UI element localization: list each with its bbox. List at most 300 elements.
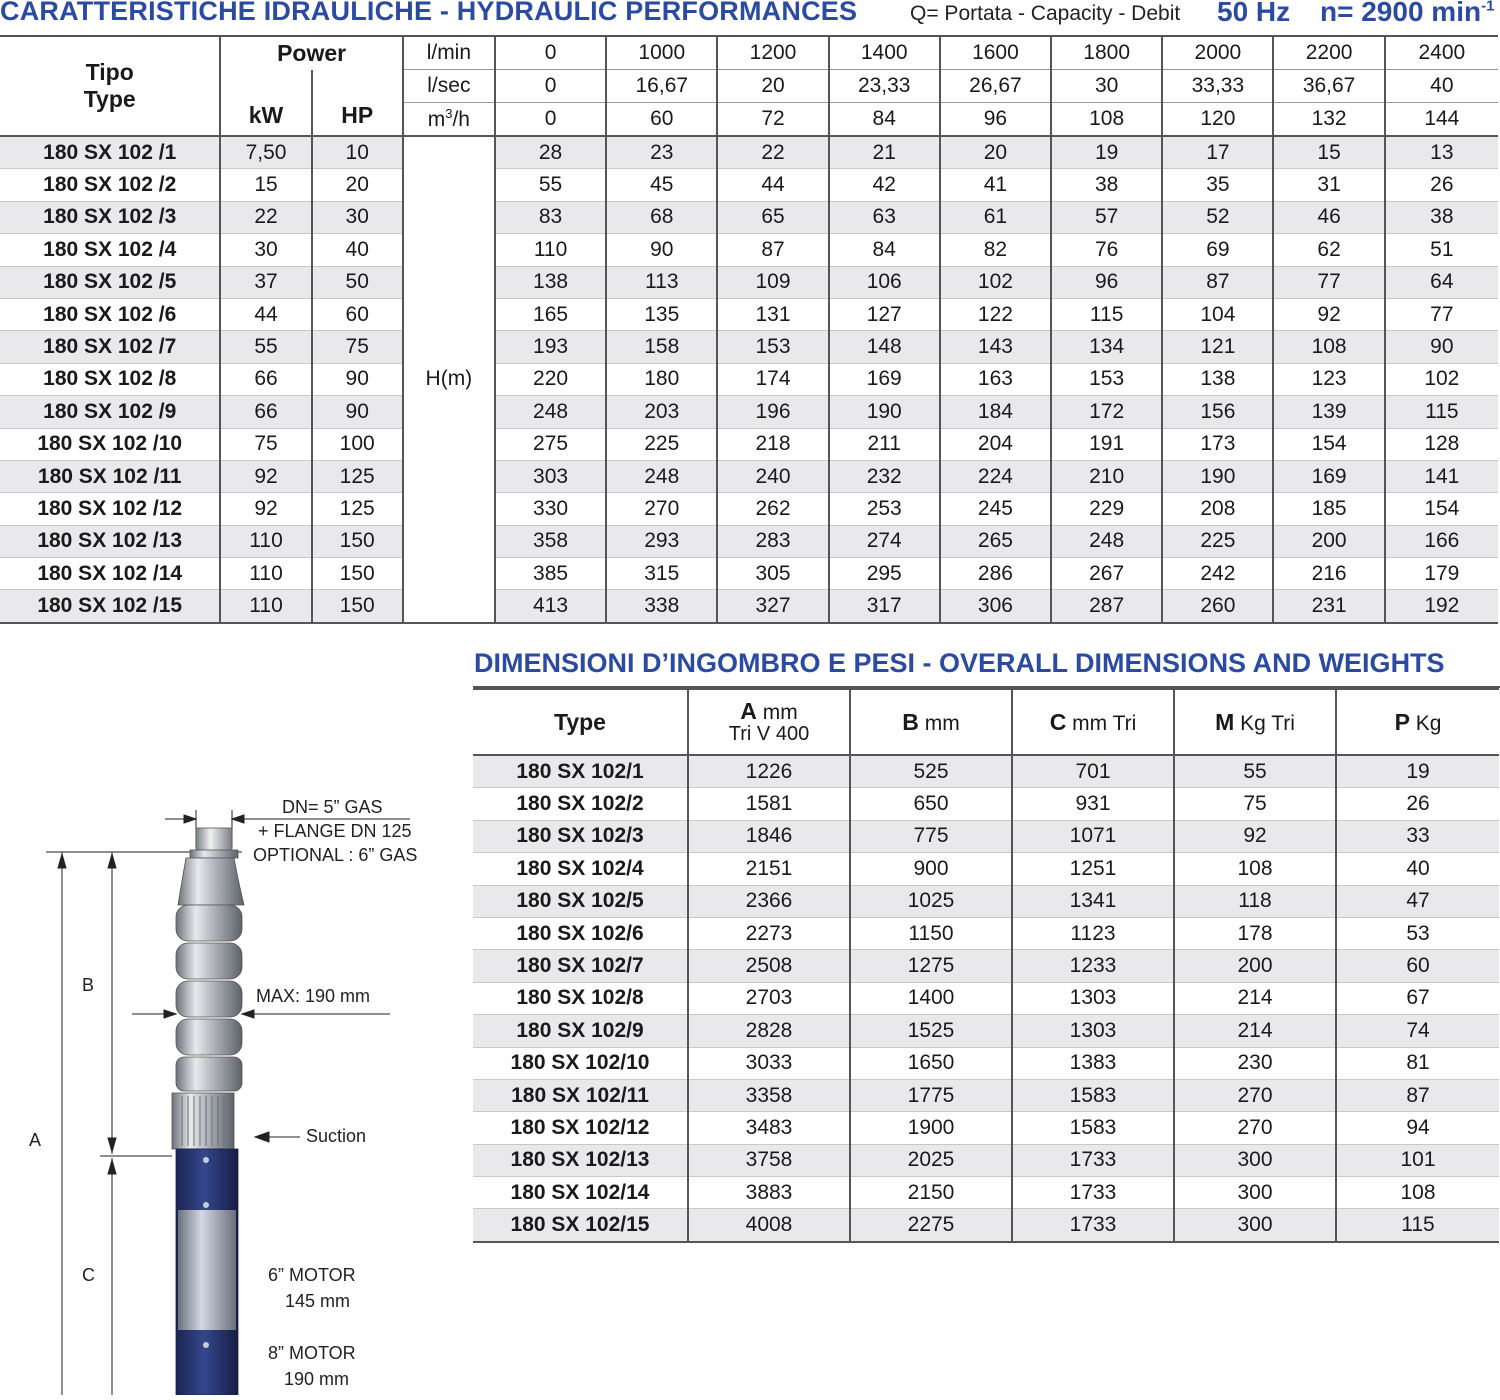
pump-type-cell: 180 SX 102 /6 [0,298,220,330]
dim-a-cell: 2508 [688,950,850,982]
head-value-cell: 31 [1273,169,1384,201]
flow-m3h-cell: 132 [1273,103,1384,137]
pump-type-cell: 180 SX 102 /11 [0,460,220,492]
dimensions-row [473,1144,1499,1176]
max-diameter-label: MAX: 190 mm [256,986,371,1006]
dim-b-cell: 2275 [850,1209,1012,1242]
kw-cell: 44 [220,298,311,330]
dim-m-cell: 178 [1174,917,1336,949]
hydraulic-row [0,266,1498,298]
kw-cell: 30 [220,234,311,266]
dim-a-cell: 3358 [688,1079,850,1111]
dn-label-line1: DN= 5” GAS [282,797,383,817]
hp-cell: 150 [312,590,403,623]
kw-cell: 7,50 [220,136,311,169]
unit-m3h-sup: 3 [445,106,453,121]
dim-a-cell: 3483 [688,1112,850,1144]
head-value-cell: 192 [1385,590,1498,623]
dim-p-cell: 87 [1336,1079,1499,1111]
pump-type-cell: 180 SX 102 /7 [0,331,220,363]
flow-lmin-cell: 2400 [1385,36,1498,70]
hp-cell: 100 [312,428,403,460]
head-value-cell: 283 [717,525,828,557]
head-value-cell: 191 [1051,428,1162,460]
dimensions-row [473,950,1499,982]
head-value-cell: 180 [606,363,717,395]
kw-cell: 37 [220,266,311,298]
dim-m-cell: 300 [1174,1144,1336,1176]
dim-c-cell: 1733 [1012,1144,1174,1176]
hydraulic-title: CARATTERISTICHE IDRAULICHE - HYDRAULIC PERFORMANCES [0,0,858,26]
head-value-cell: 35 [1162,169,1273,201]
type-header-en: Type [83,86,136,112]
head-value-cell: 240 [717,460,828,492]
dim-c-cell: 1341 [1012,885,1174,917]
head-value-cell: 106 [829,266,940,298]
dim-p-cell: 60 [1336,950,1499,982]
dim-m-cell: 300 [1174,1177,1336,1209]
head-value-cell: 200 [1273,525,1384,557]
head-value-cell: 62 [1273,234,1384,266]
dim-c-cell: 931 [1012,788,1174,820]
kw-cell: 15 [220,169,311,201]
dimensions-row [473,1112,1499,1144]
dim-a-cell: 1226 [688,755,850,788]
kw-cell: 66 [220,396,311,428]
hp-cell: 125 [312,493,403,525]
hp-cell: 90 [312,396,403,428]
dim-p-cell: 40 [1336,853,1499,885]
hydraulic-row [0,331,1498,363]
dim-b-cell: 1400 [850,982,1012,1014]
type-header [0,36,220,136]
header-bar [0,0,1500,34]
dim-type-cell: 180 SX 102/13 [473,1144,688,1176]
hp-cell: 60 [312,298,403,330]
flow-lsec-cell: 0 [495,70,606,103]
head-value-cell: 77 [1273,266,1384,298]
dim-a-cell: 3033 [688,1047,850,1079]
dimensions-row [473,1177,1499,1209]
dim-m-cell: 200 [1174,950,1336,982]
hydraulic-row [0,590,1498,623]
dim-p-cell: 33 [1336,820,1499,852]
head-value-cell: 76 [1051,234,1162,266]
pump-type-cell: 180 SX 102 /3 [0,201,220,233]
flow-lsec-cell: 36,67 [1273,70,1384,103]
head-value-cell: 87 [1162,266,1273,298]
dim-m-cell: 270 [1174,1079,1336,1111]
head-value-cell: 358 [495,525,606,557]
head-value-cell: 22 [717,136,828,169]
dimensions-table [473,688,1499,1243]
head-value-cell: 267 [1051,558,1162,590]
head-value-cell: 121 [1162,331,1273,363]
hydraulic-row [0,558,1498,590]
flow-lmin-cell: 2000 [1162,36,1273,70]
hp-cell: 10 [312,136,403,169]
head-value-cell: 232 [829,460,940,492]
dim-c-cell: 1233 [1012,950,1174,982]
head-value-cell: 220 [495,363,606,395]
dimension-b-label: B [82,975,95,995]
head-value-cell: 245 [940,493,1051,525]
flow-lsec-cell: 26,67 [940,70,1051,103]
dimensions-row [473,1015,1499,1047]
dim-a-cell: 2828 [688,1015,850,1047]
head-value-cell: 225 [606,428,717,460]
head-value-cell: 287 [1051,590,1162,623]
dimensions-row [473,1079,1499,1111]
head-value-cell: 169 [829,363,940,395]
kw-cell: 110 [220,525,311,557]
head-value-cell: 190 [829,396,940,428]
dim-c-cell: 1071 [1012,820,1174,852]
dim-p-cell: 19 [1336,755,1499,788]
flow-lmin-cell: 0 [495,36,606,70]
flow-lmin-cell: 1800 [1051,36,1162,70]
dim-a-header [688,689,850,755]
kw-cell: 92 [220,493,311,525]
pump-type-cell: 180 SX 102 /8 [0,363,220,395]
dim-b-cell: 650 [850,788,1012,820]
head-value-cell: 102 [1385,363,1498,395]
pump-type-cell: 180 SX 102 /2 [0,169,220,201]
head-value-cell: 90 [1385,331,1498,363]
head-value-cell: 270 [606,493,717,525]
capacity-label: Q= Portata - Capacity - Debit [910,2,1181,25]
dim-b-cell: 1025 [850,885,1012,917]
dim-b-cell: 775 [850,820,1012,852]
head-value-cell: 293 [606,525,717,557]
flow-lsec-cell: 23,33 [829,70,940,103]
dim-p-cell: 53 [1336,917,1499,949]
head-value-cell: 123 [1273,363,1384,395]
head-value-cell: 203 [606,396,717,428]
speed-value: n= 2900 min [1320,0,1482,27]
head-value-cell: 260 [1162,590,1273,623]
suction-label: Suction [306,1126,367,1146]
pump-type-cell: 180 SX 102 /4 [0,234,220,266]
motor6-label-line1: 6” MOTOR [268,1265,356,1285]
dim-b-header [850,689,1012,755]
head-value-cell: 229 [1051,493,1162,525]
head-value-cell: 165 [495,298,606,330]
head-value-cell: 104 [1162,298,1273,330]
head-value-cell: 138 [1162,363,1273,395]
dim-b-bold: B [902,708,919,735]
head-value-cell: 15 [1273,136,1384,169]
dim-p-cell: 108 [1336,1177,1499,1209]
head-value-cell: 65 [717,201,828,233]
head-value-cell: 158 [606,331,717,363]
head-value-cell: 153 [717,331,828,363]
dim-m-cell: 300 [1174,1209,1336,1242]
flow-lmin-cell: 1200 [717,36,828,70]
dimension-a-label: A [29,1130,42,1150]
dim-m-cell: 55 [1174,755,1336,788]
dim-a-cell: 1846 [688,820,850,852]
dimensions-row [473,853,1499,885]
dim-c-cell: 1733 [1012,1177,1174,1209]
head-value-cell: 23 [606,136,717,169]
dim-p-cell: 67 [1336,982,1499,1014]
head-value-cell: 82 [940,234,1051,266]
head-value-cell: 166 [1385,525,1498,557]
dim-c-cell: 1583 [1012,1079,1174,1111]
head-value-cell: 315 [606,558,717,590]
dim-type-header [473,689,688,755]
head-value-cell: 51 [1385,234,1498,266]
unit-lmin: l/min [403,36,495,70]
dim-m-cell: 118 [1174,885,1336,917]
hp-cell: 20 [312,169,403,201]
head-value-cell: 265 [940,525,1051,557]
head-value-cell: 138 [495,266,606,298]
head-value-cell: 139 [1273,396,1384,428]
dim-type-cell: 180 SX 102/15 [473,1209,688,1242]
dimensions-row [473,755,1499,788]
head-value-cell: 128 [1385,428,1498,460]
head-value-cell: 193 [495,331,606,363]
head-value-cell: 127 [829,298,940,330]
hydraulic-row [0,493,1498,525]
dim-a-cell: 3758 [688,1144,850,1176]
dim-c-cell: 1733 [1012,1209,1174,1242]
head-value-cell: 204 [940,428,1051,460]
dim-type-cell: 180 SX 102/12 [473,1112,688,1144]
dim-type-cell: 180 SX 102/11 [473,1079,688,1111]
kw-cell: 22 [220,201,311,233]
head-value-cell: 135 [606,298,717,330]
kw-cell: 66 [220,363,311,395]
dim-m-cell: 92 [1174,820,1336,852]
head-value-cell: 68 [606,201,717,233]
hydraulic-table [0,35,1498,624]
head-value-cell: 64 [1385,266,1498,298]
head-value-cell: 216 [1273,558,1384,590]
dim-p-unit: Kg [1415,711,1442,735]
flow-lmin-cell: 2200 [1273,36,1384,70]
dimensions-row [473,885,1499,917]
dim-c-unit: mm Tri [1072,711,1137,735]
head-value-cell: 143 [940,331,1051,363]
dim-type-cell: 180 SX 102/3 [473,820,688,852]
head-value-cell: 306 [940,590,1051,623]
hydraulic-table-body [0,136,1498,623]
unit-m3h [403,103,495,137]
dimensions-row [473,788,1499,820]
head-value-cell: 248 [1051,525,1162,557]
head-value-cell: 224 [940,460,1051,492]
flow-lmin-cell: 1000 [606,36,717,70]
head-value-cell: 305 [717,558,828,590]
head-value-cell: 46 [1273,201,1384,233]
head-value-cell: 92 [1273,298,1384,330]
flow-lsec-cell: 30 [1051,70,1162,103]
flow-m3h-cell: 144 [1385,103,1498,137]
dim-a-cell: 2366 [688,885,850,917]
head-value-cell: 42 [829,169,940,201]
dn-label-line2: + FLANGE DN 125 [258,821,412,841]
dim-type-header-text: Type [554,708,606,735]
flow-lsec-cell: 20 [717,70,828,103]
dim-a-cell: 2151 [688,853,850,885]
head-value-cell: 17 [1162,136,1273,169]
dim-m-cell: 108 [1174,853,1336,885]
dim-b-cell: 1275 [850,950,1012,982]
dim-type-cell: 180 SX 102/14 [473,1177,688,1209]
head-value-cell: 317 [829,590,940,623]
head-value-cell: 330 [495,493,606,525]
head-value-cell: 69 [1162,234,1273,266]
hydraulic-row [0,201,1498,233]
dimensions-table-body [473,755,1499,1242]
dim-b-cell: 525 [850,755,1012,788]
head-value-cell: 153 [1051,363,1162,395]
flow-m3h-cell: 84 [829,103,940,137]
dimensions-title: DIMENSIONI D’INGOMBRO E PESI - OVERALL DIMENSIONS AND WEIGHTS [474,648,1445,678]
head-value-cell: 248 [495,396,606,428]
dim-b-cell: 1150 [850,917,1012,949]
head-value-cell: 286 [940,558,1051,590]
head-value-cell: 113 [606,266,717,298]
head-value-cell: 84 [829,234,940,266]
dim-a-cell: 4008 [688,1209,850,1242]
head-value-cell: 57 [1051,201,1162,233]
head-value-cell: 303 [495,460,606,492]
head-value-cell: 55 [495,169,606,201]
dim-p-cell: 74 [1336,1015,1499,1047]
head-value-cell: 110 [495,234,606,266]
head-value-cell: 28 [495,136,606,169]
hp-cell: 90 [312,363,403,395]
motor8-label-line1: 8” MOTOR [268,1343,356,1363]
dim-m-bold: M [1215,708,1235,735]
frequency-label: 50 Hz [1217,0,1291,27]
pump-type-cell: 180 SX 102 /15 [0,590,220,623]
head-value-cell: 90 [606,234,717,266]
head-value-cell: 190 [1162,460,1273,492]
head-label-cell: H(m) [403,136,495,623]
dimensions-row [473,1209,1499,1242]
head-value-cell: 154 [1273,428,1384,460]
kw-header: kW [220,70,311,137]
dim-c-cell: 701 [1012,755,1174,788]
hp-cell: 150 [312,558,403,590]
head-value-cell: 242 [1162,558,1273,590]
dim-type-cell: 180 SX 102/2 [473,788,688,820]
hp-cell: 75 [312,331,403,363]
dim-p-header [1336,689,1499,755]
head-value-cell: 210 [1051,460,1162,492]
dim-m-cell: 270 [1174,1112,1336,1144]
head-value-cell: 208 [1162,493,1273,525]
pump-drawing [0,780,470,1395]
kw-cell: 92 [220,460,311,492]
dim-c-cell: 1303 [1012,1015,1174,1047]
dim-type-cell: 180 SX 102/10 [473,1047,688,1079]
dim-a-unit: mm [762,701,798,724]
head-value-cell: 211 [829,428,940,460]
head-value-cell: 134 [1051,331,1162,363]
head-value-cell: 185 [1273,493,1384,525]
flow-m3h-cell: 96 [940,103,1051,137]
pump-diagram [0,780,470,1395]
flow-m3h-cell: 108 [1051,103,1162,137]
dim-c-cell: 1583 [1012,1112,1174,1144]
dim-p-cell: 101 [1336,1144,1499,1176]
dim-b-cell: 1525 [850,1015,1012,1047]
head-value-cell: 154 [1385,493,1498,525]
dim-a-cell: 3883 [688,1177,850,1209]
head-value-cell: 63 [829,201,940,233]
head-value-cell: 253 [829,493,940,525]
dim-b-cell: 1900 [850,1112,1012,1144]
hp-cell: 40 [312,234,403,266]
head-value-cell: 19 [1051,136,1162,169]
head-value-cell: 108 [1273,331,1384,363]
hydraulic-row [0,396,1498,428]
power-header: Power [220,36,402,70]
head-value-cell: 38 [1051,169,1162,201]
kw-cell: 110 [220,558,311,590]
dimensions-row [473,982,1499,1014]
kw-cell: 55 [220,331,311,363]
dimensions-row [473,1047,1499,1079]
head-value-cell: 218 [717,428,828,460]
unit-lsec: l/sec [403,70,495,103]
hp-cell: 150 [312,525,403,557]
pump-type-cell: 180 SX 102 /1 [0,136,220,169]
hp-header: HP [312,70,403,137]
head-value-cell: 148 [829,331,940,363]
dimensions-row [473,820,1499,852]
hydraulic-row [0,525,1498,557]
head-value-cell: 275 [495,428,606,460]
hydraulic-row [0,234,1498,266]
unit-m3h-base: m [427,108,446,131]
dim-m-unit: Kg Tri [1240,711,1295,735]
flow-m3h-cell: 0 [495,103,606,137]
dim-type-cell: 180 SX 102/4 [473,853,688,885]
type-header-it: Tipo [85,59,134,85]
head-value-cell: 52 [1162,201,1273,233]
flow-m3h-cell: 60 [606,103,717,137]
hydraulic-row [0,298,1498,330]
dim-c-cell: 1383 [1012,1047,1174,1079]
dim-c-bold: C [1049,708,1067,735]
dim-m-header [1174,689,1336,755]
dn-label-line3: OPTIONAL : 6” GAS [253,845,418,865]
head-value-cell: 115 [1051,298,1162,330]
kw-cell: 110 [220,590,311,623]
flow-m3h-cell: 72 [717,103,828,137]
head-value-cell: 184 [940,396,1051,428]
head-value-cell: 77 [1385,298,1498,330]
head-value-cell: 38 [1385,201,1498,233]
head-value-cell: 385 [495,558,606,590]
dim-p-cell: 81 [1336,1047,1499,1079]
head-value-cell: 295 [829,558,940,590]
head-value-cell: 174 [717,363,828,395]
dim-b-cell: 900 [850,853,1012,885]
dim-m-cell: 75 [1174,788,1336,820]
hydraulic-row [0,136,1498,169]
hydraulic-row [0,363,1498,395]
dim-b-cell: 2150 [850,1177,1012,1209]
unit-m3h-tail: /h [452,108,470,131]
